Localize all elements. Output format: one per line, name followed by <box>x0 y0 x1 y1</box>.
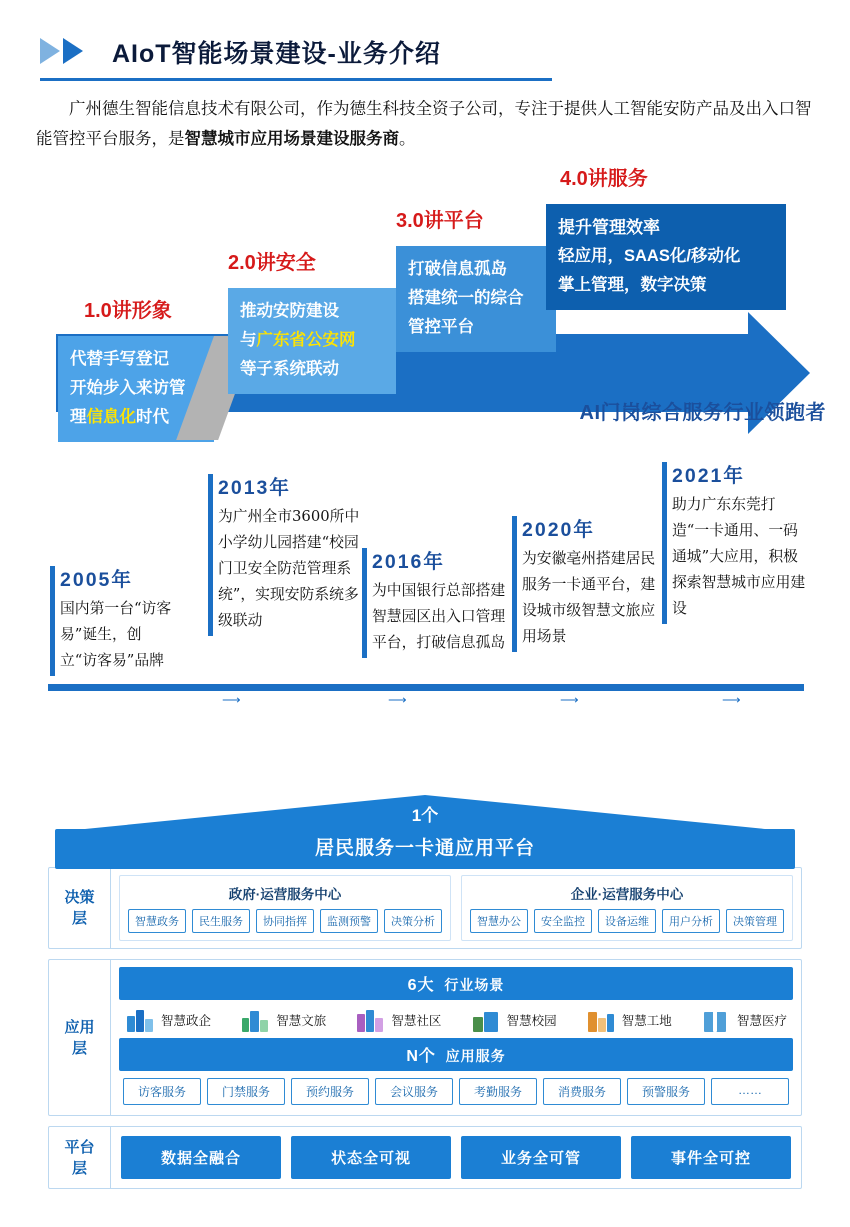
scene-list <box>119 1000 793 1038</box>
service-item-3[interactable]: 预约服务 <box>291 1078 369 1105</box>
timeline-marker-2005 <box>50 566 55 676</box>
scene-item-6[interactable] <box>701 1008 787 1032</box>
timeline-arrow-icon-2: ⟶ <box>388 692 407 707</box>
application-layer-name-line2: 层 <box>71 1039 87 1057</box>
timeline-item-2020 <box>522 514 664 650</box>
ent-chip-1[interactable]: 智慧办公 <box>470 909 528 933</box>
timeline-text-2013: 为广州全市3600所中小学幼儿园搭建“校园门卫安全防范管理系统”，实现安防系统多级联动 <box>218 508 360 629</box>
service-item-8[interactable]: …… <box>711 1078 789 1105</box>
application-layer-body <box>111 960 801 1115</box>
timeline-arrow-icon-1: ⟶ <box>222 692 241 707</box>
healthcare-icon <box>701 1008 731 1032</box>
evolution-step-1-line-2: 开始步入来访管 <box>70 379 186 397</box>
platform-layer-name-line1: 平台 <box>64 1138 95 1156</box>
timeline-bar <box>48 684 804 691</box>
timeline-item-2013 <box>218 472 368 634</box>
timeline-arrow-icon-4: ⟶ <box>722 692 741 707</box>
decision-layer-name-line2: 层 <box>71 910 87 927</box>
timeline-year-2013: 2013年 <box>218 477 291 499</box>
culture-tourism-icon <box>240 1008 270 1032</box>
evolution-step-4-line-2: 轻应用，SAAS化/移动化 <box>558 247 741 265</box>
scene-item-4[interactable] <box>471 1008 557 1032</box>
platform-layer-body <box>111 1127 801 1188</box>
evolution-step-3-label: 3.0讲平台 <box>396 210 484 232</box>
platform-cell-3[interactable]: 业务全可管 <box>461 1136 621 1179</box>
platform-cell-2[interactable]: 状态全可视 <box>291 1136 451 1179</box>
timeline-text-2021: 助力广东东莞打造“一卡通用、一码通城”大应用，积极探索智慧城市应用建设 <box>672 496 806 617</box>
service-band <box>119 1038 793 1071</box>
timeline-text-2016: 为中国银行总部搭建智慧园区出入口管理平台，打破信息孤岛 <box>372 582 506 651</box>
timeline-year-2021: 2021年 <box>672 465 745 487</box>
scene-label-4: 智慧校园 <box>506 1014 557 1028</box>
timeline-item-2005 <box>60 564 178 674</box>
ent-chip-3[interactable]: 设备运维 <box>598 909 656 933</box>
scene-label-2: 智慧文旅 <box>276 1014 327 1028</box>
evolution-step-3-line-2: 搭建统一的综合 <box>408 289 524 307</box>
scene-item-3[interactable] <box>355 1008 441 1032</box>
gov-service-center-card <box>119 875 451 941</box>
application-layer-name-line1: 应用 <box>64 1018 95 1036</box>
evolution-step-1-line-1: 代替手写登记 <box>70 350 169 368</box>
platform-cell-1[interactable]: 数据全融合 <box>121 1136 281 1179</box>
evolution-step-4-label: 4.0讲服务 <box>560 168 648 190</box>
enterprise-service-center-card <box>461 875 793 941</box>
timeline-text-2020: 为安徽亳州搭建居民服务一卡通平台，建设城市级智慧文旅应用场景 <box>522 550 656 645</box>
gov-chip-4[interactable]: 监测预警 <box>320 909 378 933</box>
platform-top-banner <box>55 806 795 869</box>
service-item-5[interactable]: 考勤服务 <box>459 1078 537 1105</box>
platform-layer-name-line2: 层 <box>71 1159 87 1177</box>
evolution-step-4-line-3: 掌上管理，数字决策 <box>558 276 707 294</box>
intro-highlight: 智慧城市应用场景建设服务商 <box>184 129 399 148</box>
intro-paragraph <box>36 94 814 154</box>
intro-text-part1: 广州德生智能信息技术有限公司，作为德生科技全资子公司，专注于提供人工智能安防产品及出入口智能管控平台服务，是 <box>36 99 812 148</box>
evolution-slogan: AI门岗综合服务行业领跑者 <box>579 402 826 424</box>
platform-layer <box>48 1126 802 1189</box>
evolution-step-3-box <box>396 246 556 352</box>
evolution-step-2-line-2: 与广东省公安网 <box>240 331 356 349</box>
gov-chip-3[interactable]: 协同指挥 <box>256 909 314 933</box>
gov-chip-5[interactable]: 决策分析 <box>384 909 442 933</box>
scene-band-label: 行业场景 <box>444 977 505 993</box>
timeline-marker-2016 <box>362 548 367 658</box>
page-title: AIoT智能场景建设-业务介绍 <box>112 40 441 68</box>
timeline-item-2016 <box>372 546 512 656</box>
platform-top-count: 1个 <box>411 806 439 825</box>
city-building-icon <box>125 1008 155 1032</box>
evolution-step-2-line-1: 推动安防建设 <box>240 302 339 320</box>
gov-chip-1[interactable]: 智慧政务 <box>128 909 186 933</box>
service-band-label: 应用服务 <box>445 1048 506 1064</box>
gov-service-center-title: 政府·运营服务中心 <box>228 887 342 902</box>
timeline-year-2016: 2016年 <box>372 551 445 573</box>
timeline-marker-2013 <box>208 474 213 636</box>
evolution-step-1-line-3: 理信息化时代 <box>70 408 169 426</box>
enterprise-service-center-title: 企业·运营服务中心 <box>570 887 684 902</box>
timeline-item-2021 <box>672 460 812 622</box>
company-timeline <box>0 446 850 716</box>
scene-label-3: 智慧社区 <box>391 1014 442 1028</box>
timeline-year-2005: 2005年 <box>60 569 133 591</box>
evolution-step-2-box <box>228 288 396 394</box>
scene-item-5[interactable] <box>586 1008 672 1032</box>
community-icon <box>355 1008 385 1032</box>
intro-text-part2: 。 <box>399 129 416 148</box>
title-underline <box>40 78 552 81</box>
timeline-text-2005: 国内第一台“访客易”诞生，创立“访客易”品牌 <box>60 600 172 669</box>
service-item-1[interactable]: 访客服务 <box>123 1078 201 1105</box>
decision-layer-body <box>111 868 801 948</box>
ent-chip-4[interactable]: 用户分析 <box>662 909 720 933</box>
gov-chip-2[interactable]: 民生服务 <box>192 909 250 933</box>
ent-chip-5[interactable]: 决策管理 <box>726 909 784 933</box>
platform-top-title: 居民服务一卡通应用平台 <box>314 838 535 859</box>
platform-layer-name <box>49 1127 111 1188</box>
decision-layer <box>48 867 802 949</box>
service-band-count: N个 <box>406 1048 436 1065</box>
service-list <box>119 1071 793 1108</box>
service-item-2[interactable]: 门禁服务 <box>207 1078 285 1105</box>
platform-top <box>0 795 850 857</box>
application-layer <box>48 959 802 1116</box>
evolution-diagram <box>0 164 850 454</box>
evolution-step-2-line-3: 等子系统联动 <box>240 360 339 378</box>
decision-layer-name-line1: 决策 <box>64 889 95 906</box>
scene-label-5: 智慧工地 <box>621 1014 672 1028</box>
scene-band-count: 6大 <box>407 977 435 994</box>
scene-item-1[interactable] <box>125 1008 211 1032</box>
scene-label-1: 智慧政企 <box>161 1014 212 1028</box>
timeline-marker-2020 <box>512 516 517 652</box>
evolution-step-3-line-1: 打破信息孤岛 <box>408 260 507 278</box>
timeline-year-2020: 2020年 <box>522 519 595 541</box>
campus-icon <box>471 1008 501 1032</box>
evolution-step-3-line-3: 管控平台 <box>408 318 474 336</box>
decision-layer-name <box>49 868 111 948</box>
evolution-step-2-label: 2.0讲安全 <box>228 252 316 274</box>
page-header <box>0 0 850 78</box>
scene-label-6: 智慧医疗 <box>736 1014 787 1028</box>
construction-site-icon <box>586 1008 616 1032</box>
service-item-7[interactable]: 预警服务 <box>627 1078 705 1105</box>
evolution-step-1-label: 1.0讲形象 <box>84 300 172 322</box>
scene-item-2[interactable] <box>240 1008 326 1032</box>
service-item-4[interactable]: 会议服务 <box>375 1078 453 1105</box>
timeline-arrow-icon-3: ⟶ <box>560 692 579 707</box>
evolution-step-4-line-1: 提升管理效率 <box>558 218 660 237</box>
scene-band <box>119 967 793 1000</box>
application-layer-name <box>49 960 111 1115</box>
platform-architecture <box>0 795 850 1189</box>
service-item-6[interactable]: 消费服务 <box>543 1078 621 1105</box>
header-arrows-icon <box>40 38 83 64</box>
timeline-marker-2021 <box>662 462 667 624</box>
platform-cell-4[interactable]: 事件全可控 <box>631 1136 791 1179</box>
evolution-step-4-box <box>546 204 786 310</box>
ent-chip-2[interactable]: 安全监控 <box>534 909 592 933</box>
